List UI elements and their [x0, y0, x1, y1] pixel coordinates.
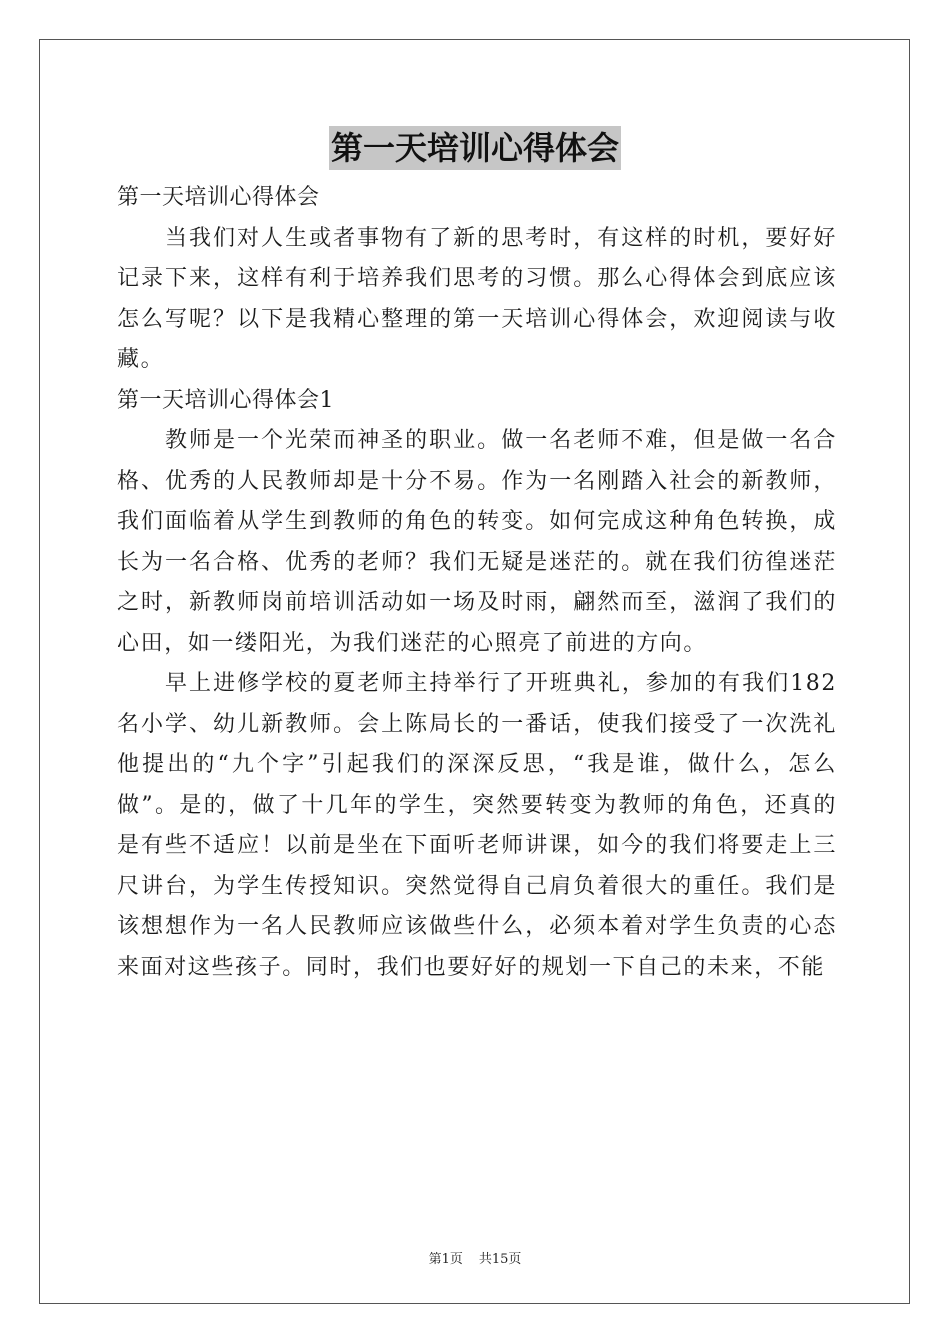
section-heading: 第一天培训心得体会1 — [117, 387, 334, 413]
page-total: 共15页 — [478, 1252, 522, 1267]
title-container — [0, 126, 950, 170]
document-subtitle: 第一天培训心得体会 — [117, 185, 320, 210]
page-footer — [0, 1248, 950, 1267]
document-title: 第一天培训心得体会 — [329, 126, 621, 170]
body-paragraph: 教师是一个光荣而神圣的职业。做一名老师不难，但是做一名合格、优秀的人民教师却是十分不易。作为一名刚踏入社会的新教师，我们面临着从学生到教师的角色的转变。如何完成这种角色转换，成长为一名合格、优秀的老师？我们无疑是迷茫的。就在我们彷徨迷茫之时，新教师岗前培训活动如一场及时雨，翩然而至，滋润了我们的心田，如一缕阳光，为我们迷茫的心照亮了前进的方向。 — [117, 428, 837, 656]
document-body — [117, 178, 837, 988]
page-number: 第1页 — [428, 1252, 463, 1267]
body-paragraph: 早上进修学校的夏老师主持举行了开班典礼，参加的有我们182名小学、幼儿新教师。会上陈局长的一番话，使我们接受了一次洗礼他提出的“九个字”引起我们的深深反思，“我是谁，做什么，怎么做”。是的，做了十几年的学生，突然要转变为教师的角色，还真的是有些不适应！以前是坐在下面听老师讲课，如今的我们将要走上三尺讲台，为学生传授知识。突然觉得自己肩负着很大的重任。我们是该想想作为一名人民教师应该做些什么，必须本着对学生负责的心态来面对这些孩子。同时，我们也要好好的规划一下自己的未来，不能 — [117, 671, 837, 980]
intro-paragraph: 当我们对人生或者事物有了新的思考时，有这样的时机，要好好记录下来，这样有利于培养我们思考的习惯。那么心得体会到底应该怎么写呢？以下是我精心整理的第一天培训心得体会，欢迎阅读与收藏。 — [117, 225, 837, 372]
